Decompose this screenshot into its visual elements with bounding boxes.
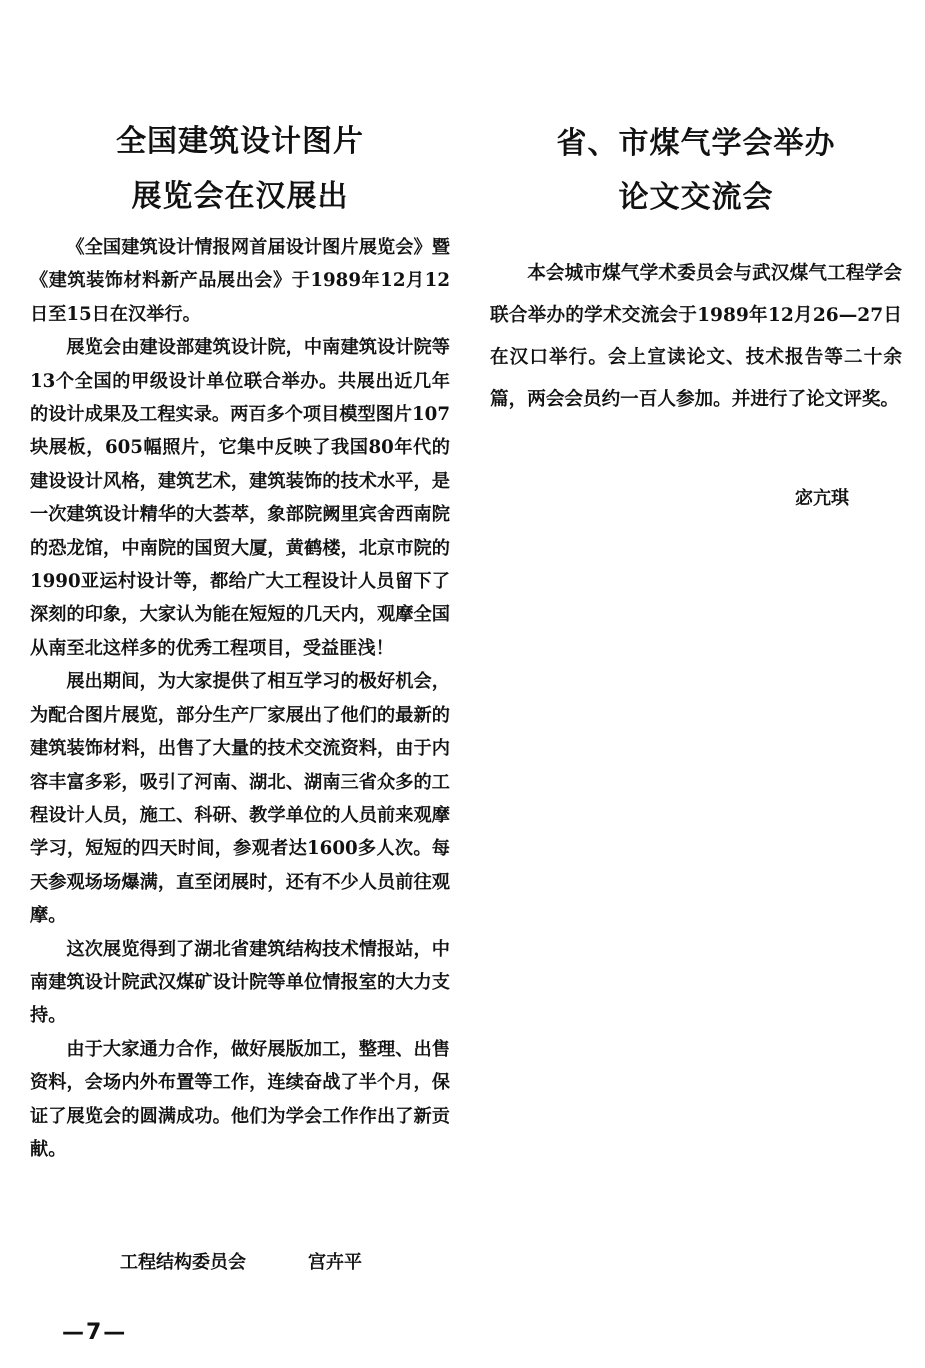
article-exhibition-title-line-1: 全国建筑设计图片 [116,124,364,159]
paragraph: 本会城市煤气学术委员会与武汉煤气工程学会联合举办的学术交流会于1989年12月26—27日在汉口举行。会上宣读论文、技术报告等二十余篇，两会会员约一百人参加。并进行了论文评奖。 [490,263,902,410]
paragraph: 这次展览得到了湖北省建筑结构技术情报站，中南建筑设计院武汉煤矿设计院等单位情报室的大力支持。 [30,938,450,1027]
paragraph: 展览会由建设部建筑设计院，中南建筑设计院等13个全国的甲级设计单位联合举办。共展出近几年的设计成果及工程实录。两百多个项目模型图片107块展板，605幅照片，它集中反映了我国80年代的建设设计风格，建筑艺术，建筑装饰的技术水平，是一次建筑设计精华的大荟萃，象部院阙里宾舍西南院的恐龙馆，中南院的国贸大厦，黄鹤楼，北京市院的1990亚运村设计等，都给广大工程设计人员留下了深刻的印象，大家认为能在短短的几天内，观摩全国从南至北这样多的优秀工程项目，受益匪浅！ [30,337,450,659]
paragraph: 《全国建筑设计情报网首届设计图片展览会》暨《建筑装饰材料新产品展出会》于1989年12月12日至15日在汉举行。 [30,237,450,325]
paragraph: 由于大家通力合作，做好展版加工，整理、出售资料，会场内外布置等工作，连续奋战了半个月，保证了展览会的圆满成功。他们为学会工作作出了新贡献。 [30,1038,450,1160]
article-exhibition-title-line-2: 展览会在汉展出 [131,179,349,214]
page-number: —7— [62,1320,128,1345]
article-gas-title-line-1: 省、市煤气学会举办 [556,126,836,161]
signature-organization: 工程结构委员会 [120,1252,246,1273]
paragraph: 展出期间，为大家提供了相互学习的极好机会，为配合图片展览，部分生产厂家展出了他们的最新的建筑装饰材料，出售了大量的技术交流资料，由于内容丰富多彩，吸引了河南、湖北、湖南三省众多的工程设计人员，施工、科研、教学单位的人员前来观摩学习，短短的四天时间，参观者达1600多人次。每天参观场场爆满，直至闭展时，还有不少人员前往观摩。 [30,671,450,927]
article-gas-title-line-2: 论文交流会 [618,180,774,215]
article-gas-signature: 宓亢琪 [795,488,849,509]
article-gas-body [490,253,902,421]
signature-author: 宫卉平 [308,1252,362,1273]
article-exhibition-body [30,231,450,1166]
article-exhibition-signature [120,1248,362,1278]
